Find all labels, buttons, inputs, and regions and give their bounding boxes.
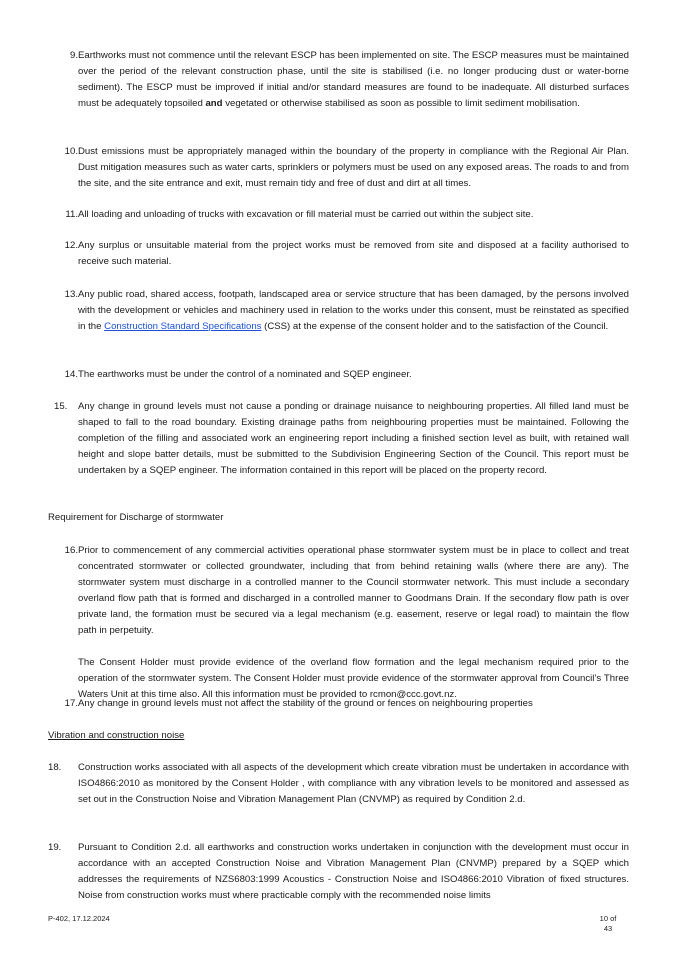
condition-number: 12. [64,240,78,251]
condition-text: Any change in ground levels must not affect the stability of the ground or fences on neighbouring properties [78,698,533,709]
condition-text: Construction works associated with all aspects of the development which create vibration must be undertaken in accordance with ISO4866:2010 as monitored by the Consent Holder , with compliance with any vibration levels to be monitored and assessed as set out in the Construction Noise and Vibration Management Plan (CNVMP) as required by Condition 2.d. [78,762,629,805]
condition-15 [48,399,629,479]
emphasis: and [205,98,223,109]
condition-14 [48,367,629,383]
condition-number: 15. [54,401,68,412]
condition-text: Any surplus or unsuitable material from the project works must be removed from site and disposed at a facility authorised to receive such material. [78,240,629,267]
paragraph: The Consent Holder must provide evidence of the overland flow formation and the legal mechanism required prior to the operation of the stormwater system. The Consent Holder must provide evidence of the stormwater approval from Council’s Three Waters Unit at this time also. All this information must be provided to rcmon@ccc.govt.nz. [78,657,629,700]
condition-text: Dust emissions must be appropriately managed within the boundary of the property in compliance with the Regional Air Plan. Dust mitigation measures such as water carts, sprinklers or polymers must be used on any exposed areas. The roads to and from the site, and the site entrance and exit, must remain tidy and free of dust and dirt at all times. [78,146,629,189]
condition-number: 13. [64,289,78,300]
condition-number: 18. [48,762,62,773]
condition-number: 14. [64,369,78,380]
paragraph: Prior to commencement of any commercial activities operational phase stormwater system must be in place to collect and treat concentrated stormwater or collected groundwater, including that from behind retaining walls (where there are any). The stormwater system must discharge in a controlled manner to the Council stormwater network. This must include a secondary overland flow path that is formed and discharged in a controlled manner to Goodmans Drain. If the secondary flow path is over private land, the formation must be secured via a legal mechanism (e.g. easement, reserve or legal road) to maintain the flow path in perpetuity. [78,545,629,636]
section-heading-vibration: Vibration and construction noise [48,730,185,741]
condition-text: Pursuant to Condition 2.d. all earthworks and construction works undertaken in conjunction with the development must occur in accordance with an accepted Construction Noise and Vibration Management Plan (CNVMP) prepared by a SQEP which addresses the requirements of NZS6803:1999 Acoustics - Construction Noise and ISO4866:2010 Vibration of fixed structures. Noise from construction works must where practicable comply with the recommended noise limits [78,842,629,901]
condition-17 [48,696,629,712]
css-link[interactable]: Construction Standard Specifications [104,321,262,332]
condition-16 [48,543,629,703]
condition-text: All loading and unloading of trucks with excavation or fill material must be carried out within the subject site. [78,209,534,220]
condition-number: 16. [64,545,78,556]
document-reference: P-402, 17.12.2024 [48,914,110,923]
condition-number: 17. [64,698,78,709]
condition-text: Earthworks must not commence until the relevant ESCP has been implemented on site. The ESCP measures must be maintained over the period of the relevant construction phase, until the site is stabilised (i.e. no longer producing dust or water-borne sediment). The ESCP must be improved if initial and/or standard measures are found to be inadequate. All disturbed surfaces must be adequately topsoiled and vegetated or otherwise stabilised as soon as possible to limit sediment mobilisation. [78,50,629,109]
condition-number: 10. [64,146,78,157]
condition-number: 11. [65,209,78,220]
section-heading-stormwater: Requirement for Discharge of stormwater [48,512,224,523]
condition-text: Any change in ground levels must not cause a ponding or drainage nuisance to neighbouring properties. All filled land must be shaped to fall to the road boundary. Existing drainage paths from neighbouring properties must be maintained. Following the completion of the filling and associated work an engineering report including a finished section level as built, with retained wall height and slope batter details, must be submitted to the Subdivision Engineering Section of the Council. This report must be undertaken by a SQEP engineer. The information contained in this report will be placed on the property record. [78,401,629,476]
condition-11 [48,207,629,223]
condition-10 [48,144,629,192]
condition-19 [48,840,629,904]
page-number: 10 of 43 [599,914,617,933]
condition-13 [48,287,629,335]
condition-18 [48,760,629,808]
condition-text [78,543,629,703]
condition-number: 9. [69,50,78,61]
condition-12 [48,238,629,270]
condition-9 [48,48,629,112]
condition-text: Any public road, shared access, footpath, landscaped area or service structure that has been damaged, by the persons involved with the development or vehicles and machinery used in relation to the works under this consent, must be reinstated as specified in the Construction Standard Specifications (CSS) at the expense of the consent holder and to the satisfaction of the Council. [78,289,629,332]
condition-number: 19. [48,842,62,853]
condition-text: The earthworks must be under the control of a nominated and SQEP engineer. [78,369,412,380]
